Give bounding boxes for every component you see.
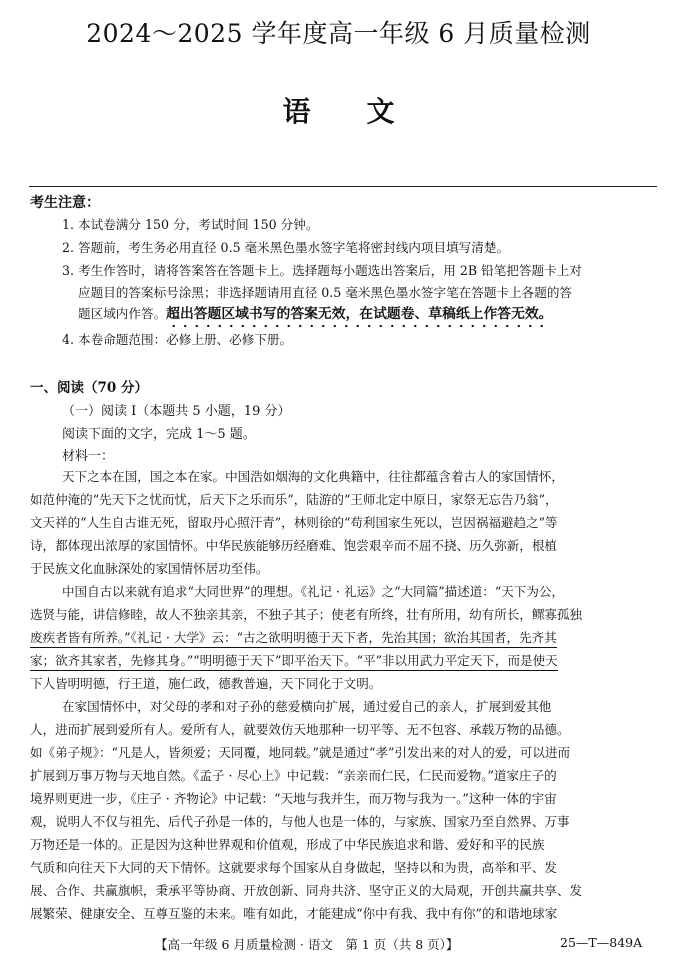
passage-line: 于民族文化血脉深处的家国情怀居功至伟。 xyxy=(30,561,269,576)
notice-warning-emphasis: 超出答题区域书写的答案无效，在试题卷、草稿纸上作答无效。 xyxy=(166,306,552,328)
passage-line: 下人皆明明德，行王道，施仁政，德教普遍，天下同化于文明。 xyxy=(30,676,382,691)
passage-line: 境界则更进一步，《庄子 · 齐物论》中记载：“天地与我并生，而万物与我为一。”这种一体的宇宙 xyxy=(30,791,557,806)
passage-line: 如《弟子规》：“凡是人，皆须爱；天同覆，地同载。”就是通过“孝”引发出来的对人的爱，可以进而 xyxy=(30,745,571,760)
section-heading: 一、阅读（70 分） xyxy=(30,380,148,396)
notice-line-3b: 应题目的答案标号涂黑；非选择题请用直径 0.5 毫米黑色墨水签字笔在答题卡上各题的答 xyxy=(78,285,573,300)
passage-line-underlined: 废疾者皆有所养。”《礼记 · 大学》云：“古之欲明明德于天下者，先治其国；欲治其国者，先齐其 xyxy=(30,629,557,648)
notice-line-1: 1. 本试卷满分 150 分，考试时间 150 分钟。 xyxy=(62,217,319,232)
passage-line: 在家国情怀中，对父母的孝和对子孙的慈爱横向扩展，通过爱自己的亲人，扩展到爱其他 xyxy=(62,699,552,714)
notice-line-3a: 3. 考生作答时，请将答案答在答题卡上。选择题每小题选出答案后，用 2B 铅笔把答题卡上对 xyxy=(62,263,582,278)
notice-line-3c xyxy=(78,305,552,323)
passage-line: 天下之本在国，国之本在家。中国浩如烟海的文化典籍中，往往都蕴含着古人的家国情怀， xyxy=(62,469,564,484)
exam-code: 25—T—849A xyxy=(560,935,643,950)
passage-line: 人，进而扩展到爱所有人。爱所有人，就要效仿天地那种一切平等、无不包容、承载万物的品德。 xyxy=(30,722,570,737)
passage-line: 展、合作、共赢旗帜，秉承平等协商、开放创新、同舟共济、坚守正义的大局观，开创共赢共享、发 xyxy=(30,883,583,898)
notice-line-4: 4. 本卷命题范围：必修上册、必修下册。 xyxy=(62,332,293,347)
header-divider xyxy=(29,186,657,187)
passage-line: 气质和向往天下大同的天下情怀。这就要求每个国家从自身做起，坚持以和为贵，高举和平、发 xyxy=(30,860,557,875)
material-label: 材料一： xyxy=(62,449,115,464)
reading-instruction: 阅读下面的文字，完成 1～5 题。 xyxy=(62,427,256,442)
notice-line-3c-text: 题区域内作答。 xyxy=(78,306,167,321)
passage-line: 扩展到万事万物与天地自然。《孟子 · 尽心上》中记载：“亲亲而仁民，仁民而爱物。”道家庄子的 xyxy=(30,768,557,783)
passage-line: 观，说明人不仅与祖先、后代子孙是一体的，与他人也是一体的，与家族、国家乃至自然界、万事 xyxy=(30,814,570,829)
exam-title: 2024～2025 学年度高一年级 6 月质量检测 xyxy=(86,19,591,48)
passage-line: 选贤与能，讲信修睦，故人不独亲其亲，不独子其子；使老有所终，壮有所用，幼有所长，鳏寡孤独 xyxy=(30,607,583,622)
notice-line-2: 2. 答题前，考生务必用直径 0.5 毫米黑色墨水签字笔将密封线内项目填写清楚。 xyxy=(62,240,510,255)
notice-heading: 考生注意： xyxy=(30,195,100,211)
passage-line: 如范仲淹的“先天下之忧而忧，后天下之乐而乐”，陆游的“王师北定中原日，家祭无忘告乃翁”， xyxy=(30,492,558,507)
page-footer: 【高一年级 6 月质量检测 · 语文 第 1 页（共 8 页）】 xyxy=(155,937,459,952)
passage-line: 万物还是一体的。正是因为这种世界观和价值观，形成了中华民族追求和谐、爱好和平的民族 xyxy=(30,837,545,852)
passage-line: 展繁荣、健康安全、互尊互鉴的未来。唯有如此，才能建成“你中有我、我中有你”的和谐地球家 xyxy=(30,906,558,921)
passage-line: 文天祥的“人生自古谁无死，留取丹心照汗青”，林则徐的“苟利国家生死以，岂因祸福避趋之”等 xyxy=(30,515,558,530)
passage-line-underlined: 家；欲齐其家者，先修其身。”“明明德于天下”即平治天下。“平”非以用武力平定天下，而是使天 xyxy=(30,652,558,671)
subsection-heading: （一）阅读 Ⅰ（本题共 5 小题，19 分） xyxy=(62,404,291,419)
subject-title: 语文 xyxy=(282,95,451,128)
passage-line: 中国自古以来就有追求“大同世界”的理想。《礼记 · 礼运》之“大同篇”描述道：“天下为公， xyxy=(62,584,564,599)
passage-line: 诗，都体现出浓厚的家国情怀。中华民族能够历经磨难、饱尝艰辛而不屈不挠、历久弥新，根植 xyxy=(30,538,557,553)
